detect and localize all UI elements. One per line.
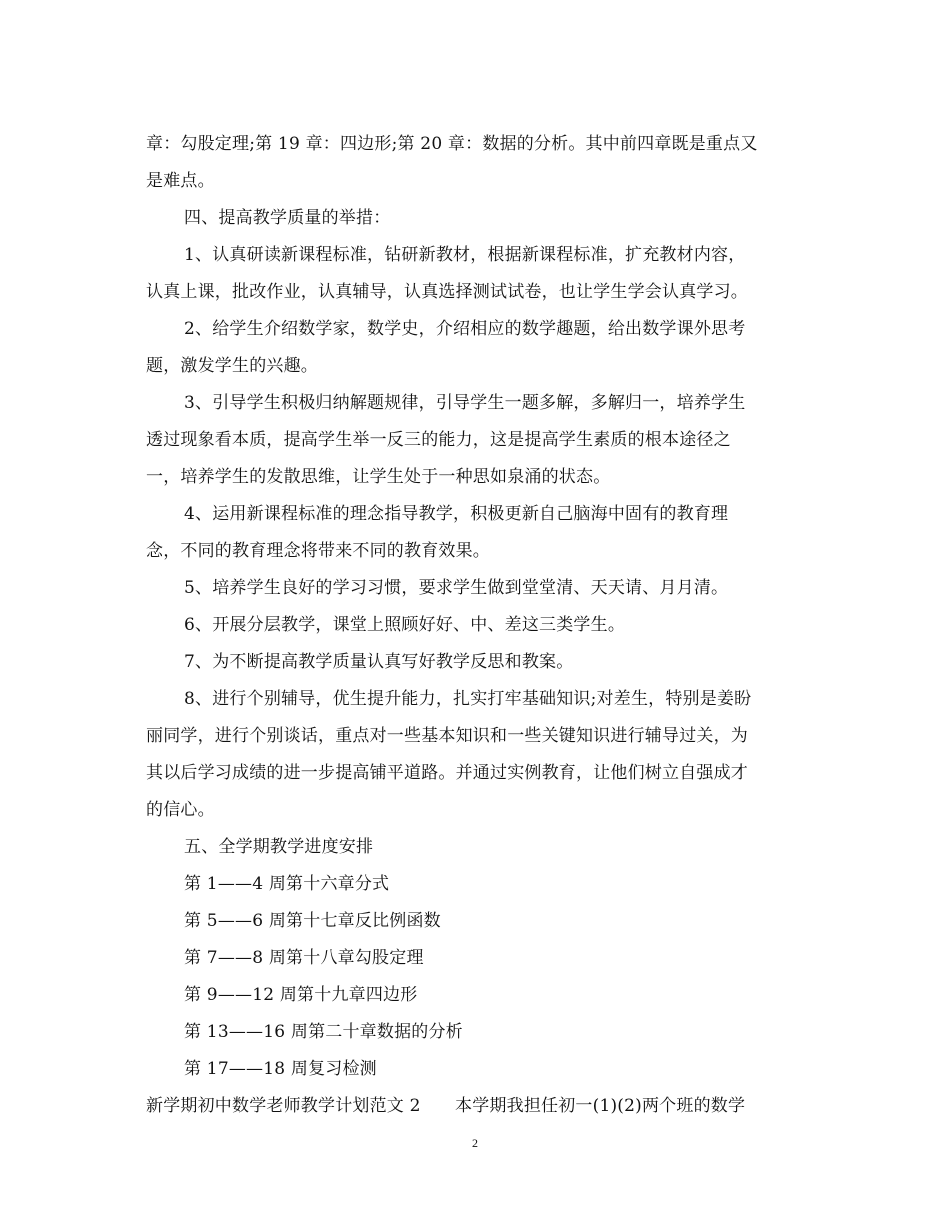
text-line: 5、培养学生良好的学习习惯，要求学生做到堂堂清、天天请、月月清。 <box>184 578 729 598</box>
text-line: 1、认真研读新课程标准，钻研新教材，根据新课程标准，扩充教材内容， <box>184 245 746 265</box>
text-line: 念，不同的教育理念将带来不同的教育效果。 <box>146 541 490 561</box>
text-line: 新学期初中数学老师教学计划范文 2 本学期我担任初一(1)(2)两个班的数学 <box>146 1096 746 1116</box>
page-number: 2 <box>472 1136 478 1150</box>
text-line: 认真上课，批改作业，认真辅导，认真选择测试试卷，也让学生学会认真学习。 <box>146 282 748 302</box>
schedule-item: 第 7——8 周第十八章勾股定理 <box>184 948 424 968</box>
section-heading: 五、全学期教学进度安排 <box>184 837 374 857</box>
text-line: 6、开展分层教学，课堂上照顾好好、中、差这三类学生。 <box>184 615 626 635</box>
schedule-item: 第 13——16 周第二十章数据的分析 <box>184 1022 463 1042</box>
schedule-item: 第 9——12 周第十九章四边形 <box>184 985 418 1005</box>
text-line: 3、引导学生积极归纳解题规律，引导学生一题多解，多解归一，培养学生 <box>184 393 746 413</box>
text-line: 2、给学生介绍数学家，数学史，介绍相应的数学趣题，给出数学课外思考 <box>184 319 746 339</box>
text-line: 题，激发学生的兴趣。 <box>146 356 318 376</box>
text-line: 透过现象看本质，提高学生举一反三的能力，这是提高学生素质的根本途径之 <box>146 430 731 450</box>
text-line: 章：勾股定理;第 19 章：四边形;第 20 章：数据的分析。其中前四章既是重点又 <box>146 134 758 154</box>
text-line: 其以后学习成绩的进一步提高铺平道路。并通过实例教育，让他们树立自强成才 <box>146 763 748 783</box>
text-line: 是难点。 <box>146 171 215 191</box>
schedule-item: 第 5——6 周第十七章反比例函数 <box>184 911 441 931</box>
document-body <box>146 126 806 1125</box>
text-line: 的信心。 <box>146 800 215 820</box>
schedule-item: 第 17——18 周复习检测 <box>184 1059 377 1079</box>
text-line: 丽同学，进行个别谈话，重点对一些基本知识和一些关键知识进行辅导过关，为 <box>146 726 748 746</box>
schedule-item: 第 1——4 周第十六章分式 <box>184 874 390 894</box>
text-line: 一，培养学生的发散思维，让学生处于一种思如泉涌的状态。 <box>146 467 611 487</box>
section-heading: 四、提高教学质量的举措： <box>184 208 391 228</box>
text-line: 8、进行个别辅导，优生提升能力，扎实打牢基础知识;对差生，特别是姜盼 <box>184 689 752 709</box>
text-line: 4、运用新课程标准的理念指导教学，积极更新自己脑海中固有的教育理 <box>184 504 729 524</box>
text-line: 7、为不断提高教学质量认真写好教学反思和教案。 <box>184 652 574 672</box>
